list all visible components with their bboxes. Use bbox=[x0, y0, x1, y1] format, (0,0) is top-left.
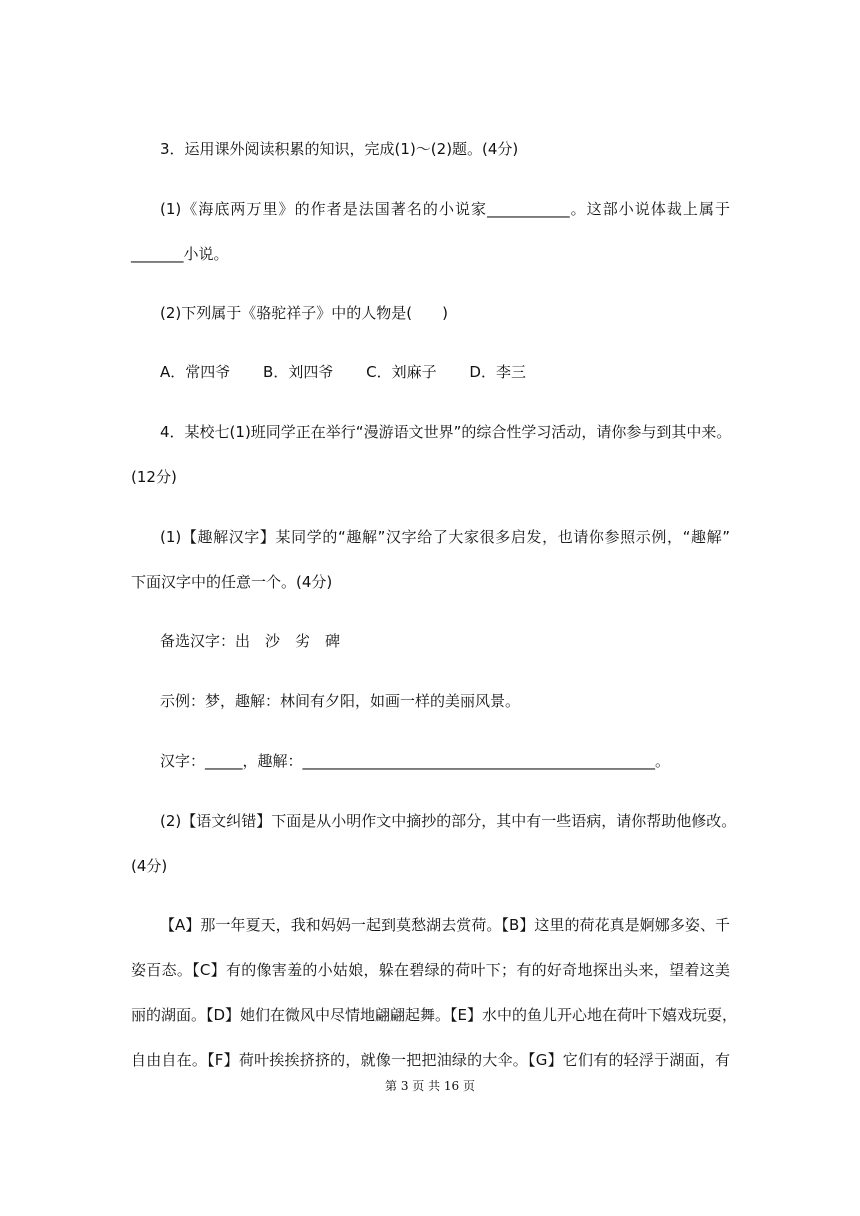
passage-line-1: 【A】那一年夏天，我和妈妈一起到莫愁湖去赏荷。【B】这里的荷花真是婀娜多姿、千 bbox=[160, 916, 730, 934]
passage-line-3: 丽的湖面。【D】她们在微风中尽情地翩翩起舞。【E】水中的鱼儿开心地在荷叶下嬉戏玩耍， bbox=[131, 1006, 738, 1024]
option-c: C．刘麻子 bbox=[366, 363, 437, 381]
question-4-sub2-line2: (4分) bbox=[131, 857, 168, 875]
passage-line-4: 自由自在。【F】荷叶挨挨挤挤的，就像一把把油绿的大伞。【G】它们有的轻浮于湖面，有 bbox=[131, 1051, 730, 1069]
option-a: A．常四爷 bbox=[160, 363, 231, 381]
question-3-stem: 3．运用课外阅读积累的知识，完成(1)～(2)题。(4分) bbox=[160, 140, 519, 158]
question-3-sub2: (2)下列属于《骆驼祥子》中的人物是( ) bbox=[160, 304, 448, 322]
question-4-stem-line2: (12分) bbox=[131, 468, 177, 486]
page-footer: 第 3 页 共 16 页 bbox=[385, 1079, 475, 1093]
option-d: D．李三 bbox=[469, 363, 526, 381]
question-4-sub1-line1: (1)【趣解汉字】某同学的“趣解”汉字给了大家很多启发，也请你参照示例，“趣解” bbox=[160, 528, 730, 546]
question-3-options bbox=[160, 362, 526, 382]
question-4-sub2-line1: (2)【语文纠错】下面是从小明作文中摘抄的部分，其中有一些语病，请你帮助他修改。 bbox=[160, 812, 737, 830]
question-3-sub1-line2: _______小说。 bbox=[131, 245, 229, 263]
question-3-sub1-line1: (1)《海底两万里》的作者是法国著名的小说家___________。这部小说体裁上属于 bbox=[160, 200, 730, 218]
question-4-stem-line1: 4．某校七(1)班同学正在举行“漫游语文世界”的综合性学习活动，请你参与到其中来。 bbox=[160, 423, 732, 441]
answer-blank-line: 汉字：_____，趣解：_______________________________________________。 bbox=[160, 752, 671, 770]
question-4-sub1-line2: 下面汉字中的任意一个。(4分) bbox=[131, 573, 333, 591]
example-line: 示例：梦，趣解：林间有夕阳，如画一样的美丽风景。 bbox=[160, 692, 521, 710]
passage-line-2: 姿百态。【C】有的像害羞的小姑娘，躲在碧绿的荷叶下；有的好奇地探出头来，望着这美 bbox=[131, 961, 730, 979]
candidate-characters: 备选汉字：出 沙 劣 碑 bbox=[160, 632, 341, 650]
option-b: B．刘四爷 bbox=[263, 363, 334, 381]
